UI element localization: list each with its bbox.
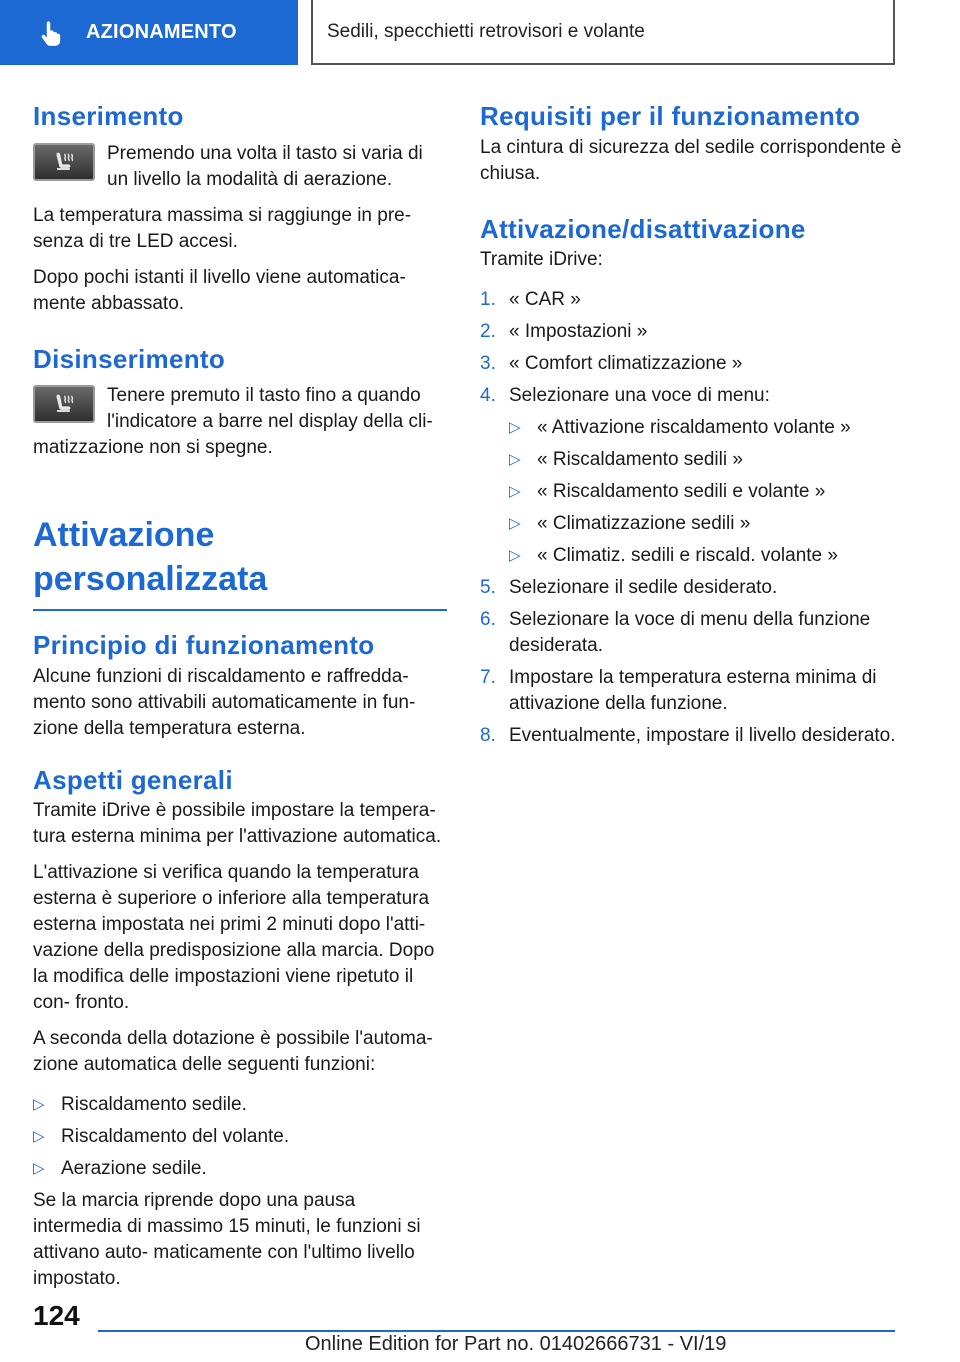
edition-text: Online Edition for Part no. 01402666731 - VI/19 <box>305 1333 727 1355</box>
list-item: ▷ Riscaldamento del volante. <box>33 1124 447 1150</box>
triangle-bullet-icon: ▷ <box>33 1128 45 1146</box>
triangle-bullet-icon: ▷ <box>509 547 521 564</box>
heading-attivazione-disattivazione: Attivazione/disattivazione <box>480 213 806 244</box>
footer-divider <box>98 1330 895 1332</box>
seat-ventilation-icon <box>50 148 78 176</box>
inserimento-text-3: Dopo pochi istanti il livello viene automatica- mente abbassato. <box>33 266 406 314</box>
aspetti-text-3: A seconda della dotazione è possibile l'automa- zione automatica delle seguenti funzioni: <box>33 1028 433 1076</box>
list-item: 6. Selezionare la voce di menu della funzione desiderata. <box>480 609 871 656</box>
right-column <box>480 100 910 755</box>
page-number: 124 <box>33 1300 80 1331</box>
list-item: ▷ « Riscaldamento sedili » <box>509 447 910 473</box>
principio-text: Alcune funzioni di riscaldamento e raffredda- mento sono attivabili automaticamente in fun- zione della temperatura esterna. <box>33 665 416 739</box>
heading-requisiti: Requisiti per il funzionamento <box>480 101 861 131</box>
list-item: ▷ « Climatizzazione sedili » <box>509 511 910 537</box>
aspetti-text-4: Se la marcia riprende dopo una pausa intermedia di massimo 15 minuti, le funzioni si attivano auto- maticamente con l'ultimo livello impostato. <box>33 1190 421 1290</box>
list-item: ▷ « Riscaldamento sedili e volante » <box>509 479 910 505</box>
triangle-bullet-icon: ▷ <box>509 483 521 500</box>
list-item: 5. Selezionare il sedile desiderato. <box>480 577 778 598</box>
left-column <box>33 100 447 1302</box>
chapter-header <box>311 0 895 65</box>
list-item: ▷ « Attivazione riscaldamento volante » <box>509 415 910 441</box>
triangle-bullet-icon: ▷ <box>509 419 521 436</box>
inserimento-block <box>33 141 447 203</box>
steps-list-continued <box>480 575 910 749</box>
list-item: ▷ Aerazione sedile. <box>33 1156 447 1182</box>
requisiti-text: La cintura di sicurezza del sedile corrispondente è chiusa. <box>480 136 902 184</box>
heading-disinserimento: Disinserimento <box>33 343 226 374</box>
heading-inserimento: Inserimento <box>33 101 184 131</box>
heading-attivazione-personalizzata: Attivazione personalizzata <box>33 513 447 611</box>
list-item: 3. « Comfort climatizzazione » <box>480 353 743 374</box>
list-item: ▷ Riscaldamento sedile. <box>33 1092 447 1118</box>
inserimento-text-2: La temperatura massima si raggiunge in pre- senza di tre LED accesi. <box>33 204 412 252</box>
triangle-bullet-icon: ▷ <box>33 1160 45 1178</box>
list-item: 8. Eventualmente, impostare il livello desiderato. <box>480 725 896 746</box>
inserimento-text-1: Premendo una volta il tasto si varia di un livello la modalità di aerazione. <box>107 142 423 190</box>
steps-list <box>480 287 910 409</box>
seat-ventilation-button-image <box>33 143 95 181</box>
section-label: AZIONAMENTO <box>86 21 237 43</box>
disinserimento-block <box>33 383 447 471</box>
list-item: 1. « CAR » <box>480 289 581 310</box>
aspetti-text-1: Tramite iDrive è possibile impostare la tempera- tura esterna minima per l'attivazione automatica. <box>33 800 442 848</box>
heading-principio: Principio di funzionamento <box>33 630 375 661</box>
list-item: 4. Selezionare una voce di menu: <box>480 385 770 406</box>
hand-pointer-icon <box>38 19 66 47</box>
list-item: ▷ « Climatiz. sedili e riscald. volante » <box>509 543 910 569</box>
triangle-bullet-icon: ▷ <box>33 1096 45 1114</box>
heading-aspetti: Aspetti generali <box>33 764 233 795</box>
list-item: 7. Impostare la temperatura esterna minima di attivazione della funzione. <box>480 667 877 714</box>
aspetti-text-2: L'attivazione si verifica quando la temperatura esterna è superiore o inferiore alla temperatura esterna impostata nei primi 2 minuti dopo l'atti- vazione della predisposizione alla marcia. Dopo la modifica delle impostazioni viene ripetuto il con- fronto. <box>33 862 435 1014</box>
attivazione-intro: Tramite iDrive: <box>480 249 603 270</box>
submenu-list <box>480 415 910 569</box>
chapter-title: Sedili, specchietti retrovisori e volante <box>327 20 645 42</box>
seat-ventilation-icon <box>50 390 78 418</box>
disinserimento-text: Tenere premuto il tasto fino a quando l'indicatore a barre nel display della cli- matizzazione non si spegne. <box>33 385 433 458</box>
triangle-bullet-icon: ▷ <box>509 451 521 468</box>
section-tab[interactable] <box>0 0 298 65</box>
triangle-bullet-icon: ▷ <box>509 515 521 532</box>
list-item: 2. « Impostazioni » <box>480 321 648 342</box>
seat-ventilation-button-image <box>33 385 95 423</box>
